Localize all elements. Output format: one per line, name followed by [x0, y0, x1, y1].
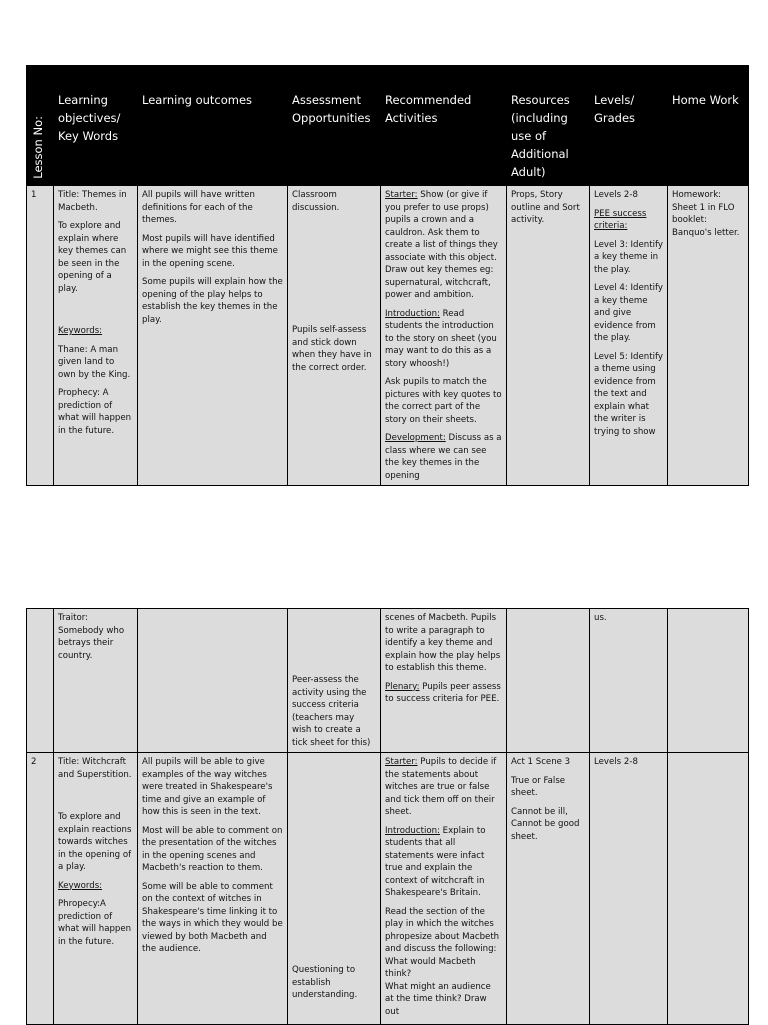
- activities-header: Recommended Activities: [381, 66, 507, 186]
- lesson-1-homework: Homework: Sheet 1 in FLO booklet: Banquo's letter.: [668, 186, 749, 486]
- keywords-label: Keywords:: [58, 880, 103, 891]
- lesson-1-continued-row: [27, 609, 749, 753]
- outcomes-header: Learning outcomes: [138, 66, 288, 186]
- resources-header: Resources (including use of Additional Adult): [507, 66, 590, 186]
- assessment-questioning: Questioning to establish understanding.: [292, 965, 358, 1000]
- lesson-2-resources: [507, 753, 590, 1025]
- introduction-label: Introduction:: [385, 825, 440, 836]
- lesson-2-activities: [381, 753, 507, 1025]
- levels-continued: us.: [590, 609, 668, 753]
- lesson-objective: To explore and explain reactions towards witches in the opening of a play.: [58, 812, 132, 872]
- question-macbeth: What would Macbeth think?: [385, 956, 476, 979]
- objectives-header: Learning objectives/ Key Words: [54, 66, 138, 186]
- lesson-2-row: [27, 753, 749, 1025]
- lesson-plan-table-bottom: [26, 608, 749, 1025]
- levels-header: Levels/ Grades: [590, 66, 668, 186]
- lesson-objective: To explore and explain where key themes can be seen in the opening of a play.: [58, 221, 127, 294]
- homework-header: Home Work: [668, 66, 749, 186]
- outcome-all: All pupils will be able to give examples of the way witches were treated in Shakespeare's time and give an example of how this is seen in the text.: [142, 757, 273, 817]
- outcome-most: Most pupils will have identified where we might see this theme in the opening scene.: [142, 233, 278, 269]
- keyword-prophecy: Prophecy: A prediction of what will happen in the future.: [58, 388, 132, 436]
- lesson-1-activities: [381, 186, 507, 486]
- lesson-1-resources: Props, Story outline and Sort activity.: [507, 186, 590, 486]
- lesson-1-row: [27, 186, 749, 486]
- lesson-1-assessment: [288, 186, 381, 486]
- starter-label: Starter:: [385, 757, 418, 767]
- question-audience: What might an audience at the time think? Draw out: [385, 981, 491, 1017]
- lesson-2-levels: Levels 2-8: [590, 753, 668, 1025]
- assessment-discussion: Classroom discussion.: [292, 190, 340, 213]
- lesson-1-outcomes: [138, 186, 288, 486]
- peer-assess-text: Peer-assess the activity using the success criteria (teachers may wish to create a tick sheet for this): [292, 675, 371, 748]
- level-3: Level 3: Identify a key theme in the play.: [594, 239, 663, 275]
- levels-range: Levels 2-8: [594, 190, 638, 200]
- keyword-phropecy: Phropecy:A prediction of what will happen in the future.: [58, 899, 132, 947]
- keyword-traitor: Traitor: Somebody who betrays their country.: [54, 609, 138, 753]
- outcome-some: Some pupils will explain how the opening of the play helps to establish the key themes in the play.: [142, 277, 283, 325]
- lesson-1-levels: [590, 186, 668, 486]
- lesson-2-outcomes: [138, 753, 288, 1025]
- keyword-thane: Thane: A man given land to own by the King.: [58, 344, 131, 380]
- plenary-label: Plenary:: [385, 681, 420, 692]
- level-4: Level 4: Identify a key theme and give evidence from the play.: [594, 283, 663, 343]
- header-row: [27, 66, 749, 186]
- pee-success-criteria: PEE success criteria:: [594, 208, 647, 231]
- lesson-number: 1: [27, 186, 54, 486]
- starter-label: Starter:: [385, 190, 418, 200]
- development-text: Discuss as a class where we can see the key themes in the opening: [385, 433, 502, 481]
- assessment-header: Assessment Opportunities: [288, 66, 381, 186]
- lesson-1-activities-continued: [381, 609, 507, 753]
- lesson-2-objectives: [54, 753, 138, 1025]
- level-5: Level 5: Identify a theme using evidence from the text and explain what the writer is trying to show: [594, 351, 663, 437]
- keywords-label: Keywords:: [58, 326, 103, 336]
- lesson-number: 2: [27, 753, 54, 1025]
- starter-text: Show (or give if you prefer to use props) pupils a crown and a cauldron. Ask them to create a list of things they associate with this object. Draw out key themes eg: supernatural, witchcraft, power and ambition.: [385, 190, 498, 300]
- assessment-self: Pupils self-assess and stick down when they have in the correct order.: [292, 325, 372, 373]
- introduction-text: Explain to students that all statements were infact true and explain the context of witchcraft in Shakespeare's Britain.: [385, 825, 486, 898]
- resource-cannot-be-ill: Cannot be ill, Cannot be good sheet.: [511, 806, 580, 842]
- outcome-most: Most will be able to comment on the presentation of the witches in the opening scenes and Macbeth's reaction to them.: [142, 825, 283, 873]
- introduction-text: Read students the introduction to the story on sheet (you may want to do this as a story whoosh!): [385, 308, 497, 369]
- outcome-some: Some will be able to comment on the context of witches in Shakespeare's time linking it to the ways in which they would be viewed by both Macbeth and the audience.: [142, 881, 283, 954]
- lesson-title: Title: Themes in Macbeth.: [58, 190, 127, 213]
- lesson-title: Title: Witchcraft and Superstition.: [58, 757, 132, 780]
- introduction-label: Introduction:: [385, 308, 440, 319]
- activities-continued-text: scenes of Macbeth. Pupils to write a paragraph to identify a key theme and explain how the play helps to establish this theme.: [385, 613, 501, 673]
- resource-act-scene: Act 1 Scene 3: [511, 757, 571, 767]
- resource-true-false: True or False sheet.: [511, 775, 566, 798]
- match-activity-text: Ask pupils to match the pictures with key quotes to the correct part of the story on their sheets.: [385, 377, 502, 425]
- outcome-all: All pupils will have written definitions for each of the themes.: [142, 190, 255, 225]
- development-label: Development:: [385, 433, 446, 443]
- lesson-plan-table-top: [26, 65, 749, 486]
- lesson-1-peer-assessment: [288, 609, 381, 753]
- lesson-no-header: Lesson No:: [27, 66, 54, 186]
- lesson-2-assessment: [288, 753, 381, 1025]
- starter-text: Pupils to decide if the statements about witches are true or false and tick them off on their sheet.: [385, 757, 497, 817]
- plenary-text: Pupils peer assess to success criteria for PEE.: [385, 681, 501, 704]
- lesson-1-objectives: [54, 186, 138, 486]
- read-section-text: Read the section of the play in which the witches phropesize about Macbeth and discuss the following:: [385, 906, 500, 954]
